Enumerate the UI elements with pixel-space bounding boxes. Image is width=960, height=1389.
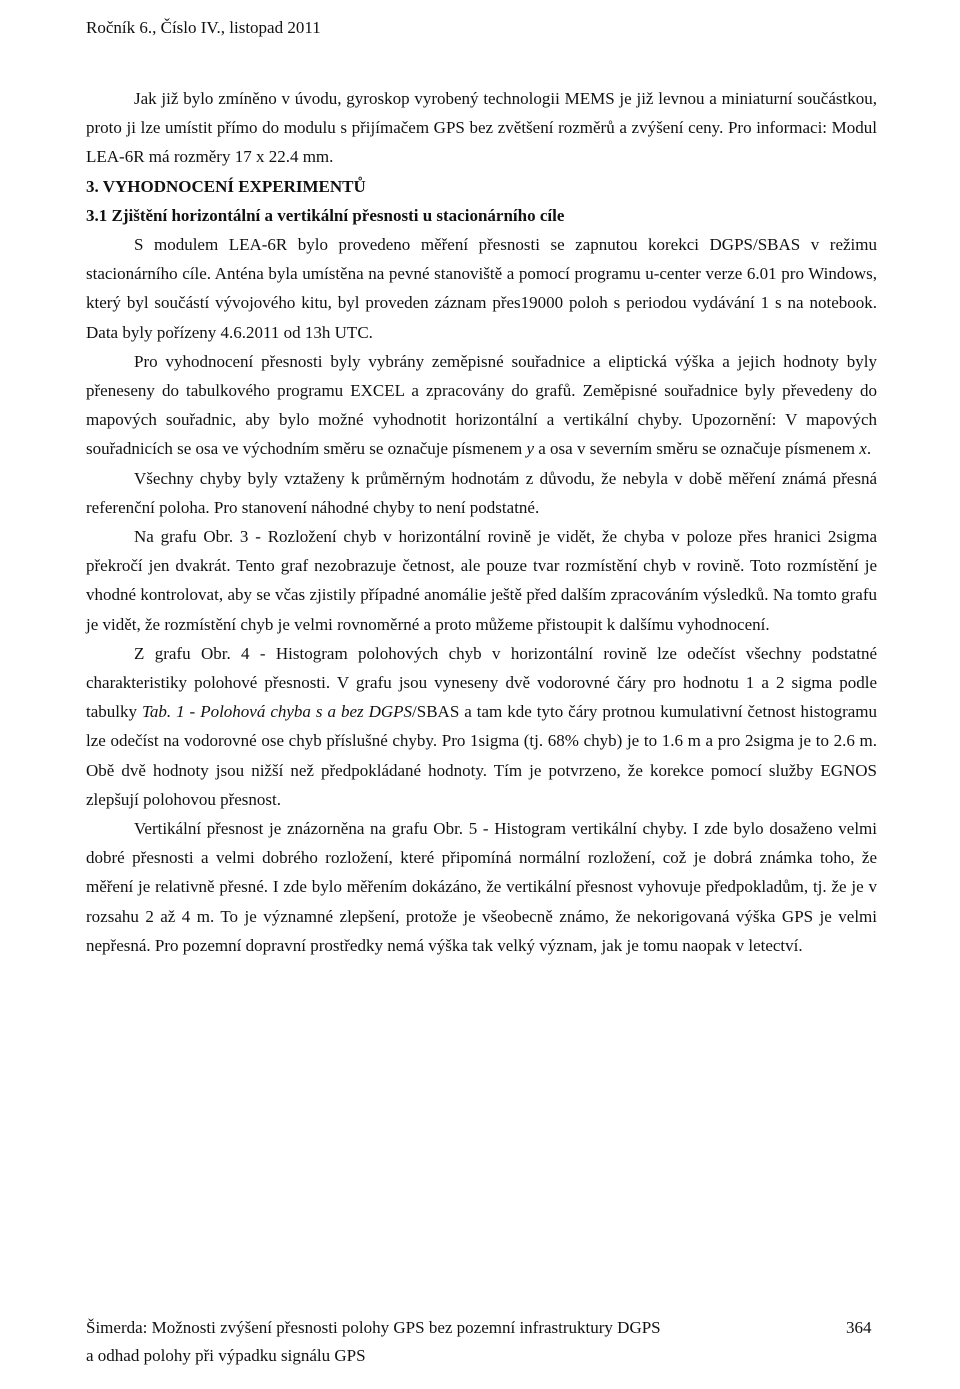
subsection-heading: 3.1 Zjištění horizontální a vertikální přesnosti u stacionárního cíle — [86, 205, 565, 225]
paragraph-5 — [86, 639, 877, 814]
footer-line-1: Šimerda: Možnosti zvýšení přesnosti polohy GPS bez pozemní infrastruktury DGPS — [86, 1318, 661, 1337]
paragraph-1: S modulem LEA-6R bylo provedeno měření přesnosti se zapnutou korekci DGPS/SBAS v režimu stacionárního cíle. Anténa byla umístěna na pevné stanoviště a pomocí programu u-center verze 6.01 pro Windows, který byl součástí vývojového kitu, byl proveden záznam přes19000 poloh s periodou vydávání 1 s na notebook. Data byly pořízeny 4.6.2011 od 13h UTC. — [86, 235, 877, 342]
paragraph-3: Všechny chyby byly vztaženy k průměrným hodnotám z důvodu, že nebyla v době měření známá přesná referenční poloha. Pro stanovení náhodné chyby to není podstatné. — [86, 468, 877, 517]
paragraph-6: Vertikální přesnost je znázorněna na grafu Obr. 5 - Histogram vertikální chyby. I zde bylo dosaženo velmi dobré přesnosti a velmi dobrého rozložení, které připomíná normální rozložení, což je dobrá známka toho, že měření je relativně přesné. I zde bylo měřením dokázáno, že vertikální přesnost vyhovuje předpokladům, tj. že je v rozsahu 2 až 4 m. To je významné zlepšení, protože je všeobecně známo, že nekorigovaná výška GPS je velmi nepřesná. Pro pozemní dopravní prostředky nemá výška tak velký význam, jak je tomu naopak v letectví. — [86, 819, 877, 955]
p2-text-c: . — [866, 439, 872, 459]
p2-var-y: y — [526, 439, 535, 459]
p2-text-b: a osa v severním směru se označuje písmenem — [534, 439, 860, 459]
running-header: Ročník 6., Číslo IV., listopad 2011 — [86, 18, 321, 37]
paragraph-2 — [86, 347, 877, 464]
article-body — [86, 84, 877, 960]
paragraph-4: Na grafu Obr. 3 - Rozložení chyb v horizontální rovině je vidět, že chyba v poloze přes hranici 2sigma překročí jen dvakrát. Tento graf nezobrazuje četnost, ale pouze tvar rozmístění chyb v rovině. Toto rozmístění je vhodné kontrolovat, aby se včas zjistily případné anomálie ještě před dalším zpracováním výsledků. Na tomto grafu je vidět, že rozmístění chyb je velmi rovnoměrné a proto můžeme přistoupit k dalšímu vyhodnocení. — [86, 527, 877, 634]
p2-var-x: x — [859, 439, 867, 459]
p5-table-ref: Tab. 1 - Polohová chyba s a bez DGPS — [141, 702, 413, 722]
intro-paragraph: Jak již bylo zmíněno v úvodu, gyroskop vyrobený technologii MEMS je již levnou a miniaturní součástkou, proto ji lze umístit přímo do modulu s přijímačem GPS bez zvětšení rozměrů a zvýšení ceny. Pro informaci: Modul LEA-6R má rozměry 17 x 22.4 mm. — [86, 89, 877, 167]
section-heading: 3. VYHODNOCENÍ EXPERIMENTŮ — [86, 176, 366, 196]
p5-text-b: /SBAS a tam kde tyto čáry protnou kumulativní četnost histogramu lze odečíst na vodorovné ose chyb příslušné chyby. Pro 1sigma (tj. 68% chyb) je to 1.6 m a pro 2sigma je to 2.6 m. Obě dvě hodnoty jsou nižší než předpokládané hodnoty. Tím je potvrzeno, že korekce pomocí služby EGNOS zlepšují polohovou přesnost. — [86, 702, 878, 809]
p5-text-a: Z grafu Obr. 4 - Histogram polohových chyb v horizontální rovině lze odečíst všechny podstatné charakteristiky polohové přesnosti. V grafu jsou vyneseny dvě vodorovné čáry pro hodnotu 1 a 2 sigma podle tabulky — [86, 643, 877, 722]
page-number: 364 — [846, 1318, 872, 1337]
p2-text-a: Pro vyhodnocení přesnosti byly vybrány zeměpisné souřadnice a eliptická výška a jejich hodnoty byly přeneseny do tabulkového programu EXCEL a zpracovány do grafů. Zeměpisné souřadnice byly převedeny do mapových souřadnic, aby bylo možné vyhodnotit horizontální a vertikální chyby. Upozornění: V mapových souřadnicích se osa ve východním směru se označuje písmenem — [86, 351, 877, 459]
footer-line-2: a odhad polohy při výpadku signálu GPS — [86, 1346, 366, 1365]
